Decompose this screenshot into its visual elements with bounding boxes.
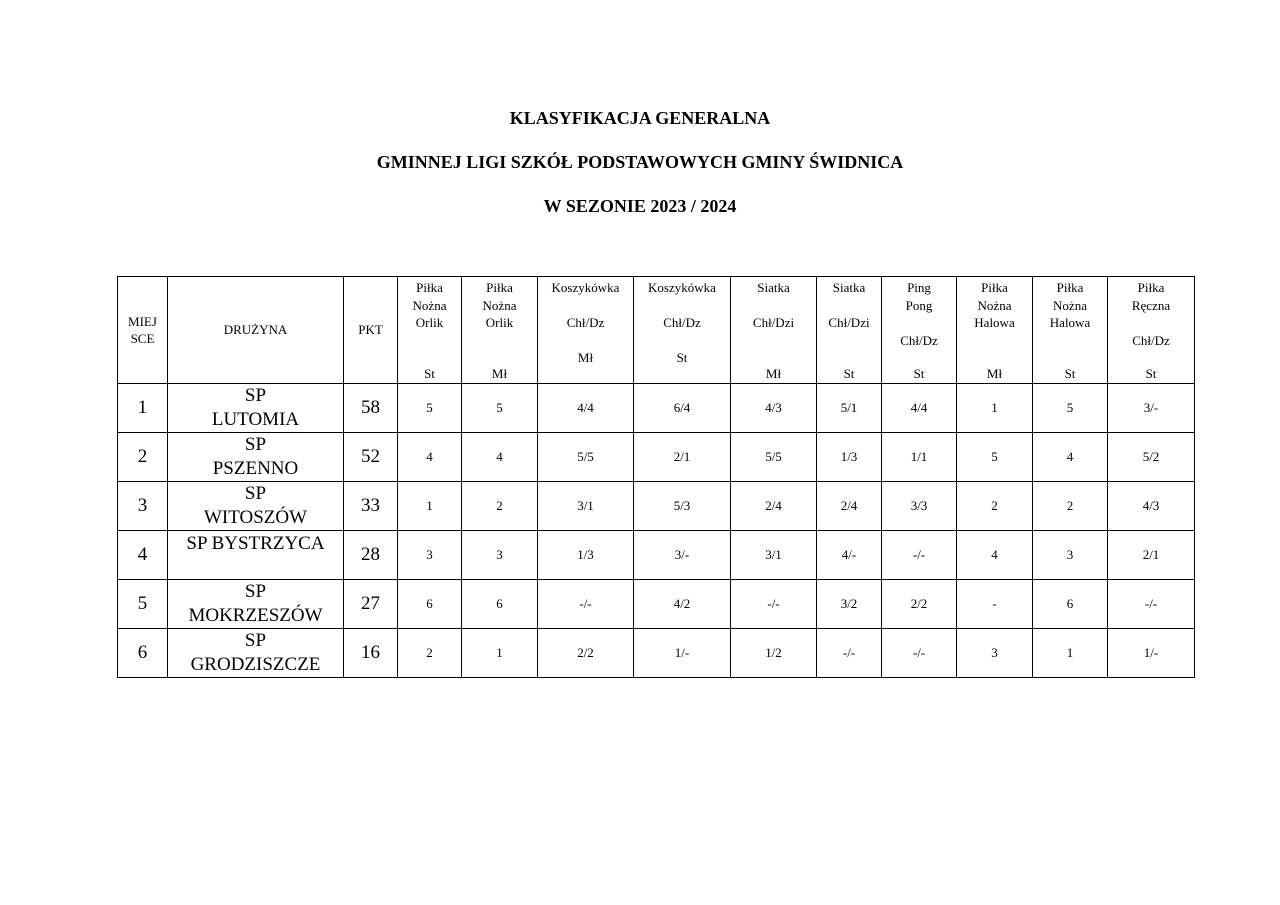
table-row xyxy=(118,433,1195,482)
score-cell: 5/5 xyxy=(538,433,634,482)
header-discipline-line: Chł/Dzi xyxy=(752,315,795,330)
header-discipline-line xyxy=(584,297,587,315)
points-cell: 52 xyxy=(344,433,398,482)
header-discipline-line xyxy=(680,297,683,315)
header-discipline-category: Mł xyxy=(491,365,508,381)
score-cell: 2/1 xyxy=(1108,531,1195,580)
score-cell: 6 xyxy=(1033,580,1108,629)
score-cell: 4/3 xyxy=(731,384,817,433)
place-cell: 4 xyxy=(118,531,168,580)
header-discipline-line: Siatka xyxy=(757,280,790,295)
score-cell: 5 xyxy=(462,384,538,433)
score-cell: 5/2 xyxy=(1108,433,1195,482)
header-place-line: SCE xyxy=(130,331,155,346)
score-cell: 4 xyxy=(398,433,462,482)
points-cell: 27 xyxy=(344,580,398,629)
score-cell: 1/1 xyxy=(882,433,957,482)
team-name-line: PSZENNO xyxy=(212,458,299,479)
score-cell: 2/2 xyxy=(882,580,957,629)
team-cell xyxy=(168,531,344,580)
score-cell: 4/- xyxy=(817,531,882,580)
title-line-3: W SEZONIE 2023 / 2024 xyxy=(543,196,737,216)
score-cell: 1 xyxy=(462,629,538,678)
score-cell: 1 xyxy=(398,482,462,531)
score-cell: 3 xyxy=(462,531,538,580)
score-cell: 5/5 xyxy=(731,433,817,482)
score-cell: 6 xyxy=(462,580,538,629)
table-row xyxy=(118,482,1195,531)
header-discipline-line: Piłka xyxy=(981,280,1008,295)
score-cell: 2 xyxy=(398,629,462,678)
header-discipline-line: Chł/Dz xyxy=(1132,332,1170,348)
team-cell xyxy=(168,482,344,531)
header-team: DRUŻYNA xyxy=(168,277,344,384)
header-discipline-line: Koszykówka xyxy=(551,280,620,295)
score-cell: 5 xyxy=(1033,384,1108,433)
header-discipline-line: Nożna xyxy=(482,297,517,313)
team-name-line: GRODZISZCZE xyxy=(190,654,321,675)
header-discipline-category: St xyxy=(1145,365,1157,381)
team-cell xyxy=(168,629,344,678)
score-cell: 4 xyxy=(1033,433,1108,482)
team-name-line: MOKRZESZÓW xyxy=(188,605,323,626)
team-name-line: LUTOMIA xyxy=(211,409,300,430)
score-cell: 3/- xyxy=(634,531,731,580)
score-cell: 5/1 xyxy=(817,384,882,433)
header-discipline xyxy=(817,277,882,384)
points-cell: 16 xyxy=(344,629,398,678)
score-cell: 4 xyxy=(462,433,538,482)
score-cell: 6 xyxy=(398,580,462,629)
points-cell: 33 xyxy=(344,482,398,531)
score-cell: 3/2 xyxy=(817,580,882,629)
score-cell: 2/4 xyxy=(731,482,817,531)
table-row xyxy=(118,384,1195,433)
score-cell: 3 xyxy=(1033,531,1108,580)
header-discipline-category: St xyxy=(843,365,855,381)
score-cell: 1 xyxy=(1033,629,1108,678)
table-row xyxy=(118,531,1195,580)
team-cell xyxy=(168,433,344,482)
score-cell: -/- xyxy=(1108,580,1195,629)
team-name-line: SP BYSTRZYCA xyxy=(186,533,325,554)
header-discipline-line: Chł/Dzi xyxy=(828,315,870,330)
header-discipline-line xyxy=(680,332,683,350)
score-cell: 4/4 xyxy=(882,384,957,433)
score-cell: 3/1 xyxy=(731,531,817,580)
header-discipline xyxy=(538,277,634,384)
header-discipline-line: Chł/Dz xyxy=(663,315,701,330)
place-cell: 5 xyxy=(118,580,168,629)
header-discipline-line xyxy=(917,314,920,332)
header-discipline-line xyxy=(1149,314,1152,332)
header-discipline-line: Nożna xyxy=(1053,297,1087,313)
score-cell: 6/4 xyxy=(634,384,731,433)
header-discipline-line: Koszykówka xyxy=(648,280,716,295)
score-cell: -/- xyxy=(538,580,634,629)
score-cell: 3/- xyxy=(1108,384,1195,433)
place-cell: 6 xyxy=(118,629,168,678)
header-place-line: MIEJ xyxy=(128,313,157,329)
header-discipline-line: Piłka xyxy=(486,280,513,295)
team-name-line: SP xyxy=(244,385,267,406)
header-discipline-line: Nożna xyxy=(977,297,1012,313)
score-cell: 4 xyxy=(957,531,1033,580)
score-cell: 2/4 xyxy=(817,482,882,531)
header-discipline xyxy=(634,277,731,384)
header-discipline-line xyxy=(584,332,587,350)
place-cell: 2 xyxy=(118,433,168,482)
header-discipline-line: Nożna xyxy=(412,297,447,313)
header-discipline-line: Mł xyxy=(577,350,594,365)
score-cell: -/- xyxy=(731,580,817,629)
header-discipline xyxy=(882,277,957,384)
score-cell: 4/2 xyxy=(634,580,731,629)
header-discipline xyxy=(462,277,538,384)
place-cell: 1 xyxy=(118,384,168,433)
results-table xyxy=(117,276,1195,678)
header-place xyxy=(118,277,168,384)
header-points: PKT xyxy=(344,277,398,384)
score-cell: -/- xyxy=(817,629,882,678)
title-line-1: KLASYFIKACJA GENERALNA xyxy=(509,108,771,128)
header-discipline-line: Pong xyxy=(905,297,933,313)
score-cell: 2 xyxy=(957,482,1033,531)
header-discipline-line: Piłka xyxy=(1137,280,1165,295)
header-discipline xyxy=(1108,277,1195,384)
points-cell: 58 xyxy=(344,384,398,433)
team-name-line: SP xyxy=(244,483,267,504)
score-cell: 1/- xyxy=(634,629,731,678)
title-line-2: GMINNEJ LIGI SZKÓŁ PODSTAWOWYCH GMINY ŚWIDNICA xyxy=(376,152,904,172)
header-discipline-category: St xyxy=(913,365,925,381)
header-discipline-line: Chł/Dz xyxy=(566,315,605,330)
score-cell: 3 xyxy=(398,531,462,580)
header-discipline-line: Piłka xyxy=(1056,280,1084,295)
header-discipline-line xyxy=(847,297,850,315)
place-cell: 3 xyxy=(118,482,168,531)
team-name-line: SP xyxy=(244,581,267,602)
points-cell: 28 xyxy=(344,531,398,580)
score-cell: 1/2 xyxy=(731,629,817,678)
header-discipline-line: St xyxy=(676,350,688,365)
header-discipline xyxy=(957,277,1033,384)
team-cell xyxy=(168,580,344,629)
document-titles xyxy=(0,108,1280,240)
table-row xyxy=(118,580,1195,629)
header-discipline-line: Orlik xyxy=(485,315,514,330)
score-cell: 2 xyxy=(462,482,538,531)
score-cell: - xyxy=(957,580,1033,629)
header-discipline xyxy=(398,277,462,384)
table-row xyxy=(118,629,1195,678)
score-cell: 1/3 xyxy=(538,531,634,580)
score-cell: -/- xyxy=(882,531,957,580)
header-discipline-line: Chł/Dz xyxy=(900,332,938,348)
header-discipline-category: Mł xyxy=(986,365,1003,381)
score-cell: 2/2 xyxy=(538,629,634,678)
header-discipline-line: Ręczna xyxy=(1131,297,1171,313)
table-body xyxy=(118,384,1195,678)
score-cell: 1/- xyxy=(1108,629,1195,678)
header-discipline-line: Halowa xyxy=(1049,315,1091,330)
score-cell: 1 xyxy=(957,384,1033,433)
header-discipline-line: Ping xyxy=(907,280,931,295)
score-cell: 2 xyxy=(1033,482,1108,531)
score-cell: 4/4 xyxy=(538,384,634,433)
header-discipline-category: St xyxy=(1064,365,1076,381)
team-name-line: SP xyxy=(244,434,267,455)
score-cell: 5/3 xyxy=(634,482,731,531)
team-cell xyxy=(168,384,344,433)
header-row xyxy=(118,277,1195,384)
header-discipline xyxy=(1033,277,1108,384)
header-discipline-line xyxy=(772,297,775,315)
score-cell: 5 xyxy=(957,433,1033,482)
score-cell: -/- xyxy=(882,629,957,678)
score-cell: 5 xyxy=(398,384,462,433)
team-name-line: WITOSZÓW xyxy=(203,507,308,528)
header-discipline xyxy=(731,277,817,384)
team-name-line: SP xyxy=(244,630,267,651)
score-cell: 2/1 xyxy=(634,433,731,482)
header-discipline-line: Siatka xyxy=(832,280,866,295)
score-cell: 3/3 xyxy=(882,482,957,531)
score-cell: 1/3 xyxy=(817,433,882,482)
header-discipline-line: Orlik xyxy=(415,315,444,330)
header-discipline-line: Halowa xyxy=(974,315,1015,330)
score-cell: 4/3 xyxy=(1108,482,1195,531)
header-discipline-category: St xyxy=(424,365,435,381)
header-discipline-line: Piłka xyxy=(416,280,443,295)
score-cell: 3 xyxy=(957,629,1033,678)
header-discipline-category: Mł xyxy=(765,365,782,381)
score-cell: 3/1 xyxy=(538,482,634,531)
